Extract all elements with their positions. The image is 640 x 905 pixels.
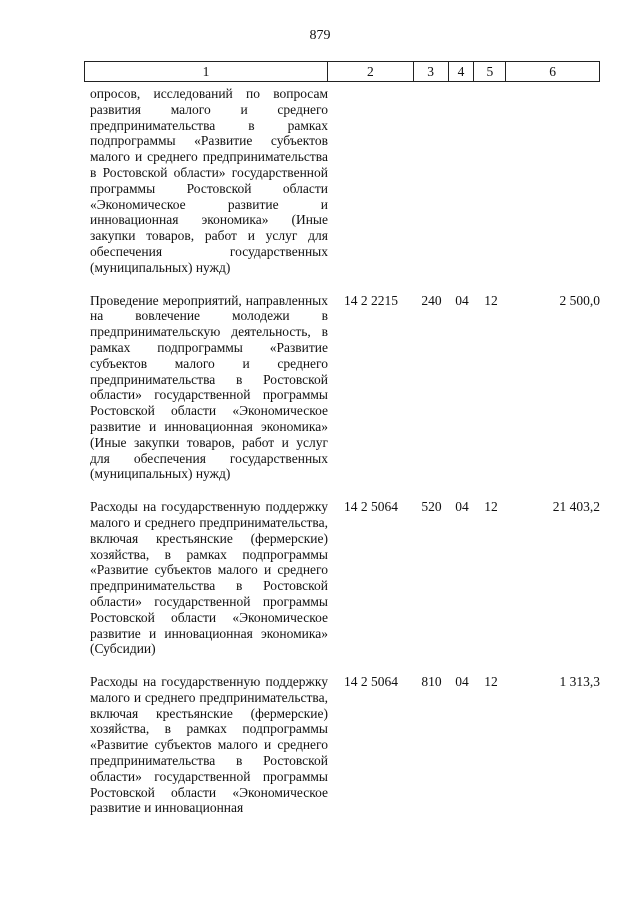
row-code: 14 2 2215 bbox=[344, 292, 398, 308]
header-col-5: 5 bbox=[474, 62, 506, 81]
row-expense-type: 810 bbox=[421, 674, 442, 690]
row-subsection: 12 bbox=[484, 674, 498, 690]
row-section: 04 bbox=[455, 292, 469, 308]
table-row bbox=[84, 499, 600, 657]
header-col-3: 3 bbox=[414, 62, 449, 81]
row-description: Расходы на государственную поддержку малого и среднего предпринимательства, включая крестьянские (фермерские) хозяйства, в рамках подпрограммы «Развитие субъектов малого и среднего предпринимательства в Ростовской области» государственной программы Ростовской области «Экономическое развитие и инновационная bbox=[90, 674, 328, 816]
row-description: Проведение мероприятий, направленных на вовлечение молодежи в предпринимательскую деятельность, в рамках подпрограммы «Развитие субъектов малого и среднего предпринимательства в Ростовской области» государственной программы Ростовской области «Экономическое развитие и инновационная экономика» (Иные закупки товаров, работ и услуг для обеспечения государственных (муниципальных) нужд) bbox=[90, 292, 328, 482]
page-number: 879 bbox=[309, 28, 331, 43]
row-subsection: 12 bbox=[484, 499, 498, 515]
row-amount: 2 500,0 bbox=[559, 292, 600, 308]
row-section: 04 bbox=[455, 499, 469, 515]
header-col-4: 4 bbox=[449, 62, 475, 81]
header-col-1: 1 bbox=[85, 62, 328, 81]
row-expense-type: 520 bbox=[421, 499, 442, 515]
table-header bbox=[84, 61, 600, 82]
row-description: Расходы на государственную поддержку малого и среднего предпринимательства, включая крестьянские (фермерские) хозяйства, в рамках подпрограммы «Развитие субъектов малого и среднего предпринимательства в Ростовской области» государственной программы Ростовской области «Экономическое развитие и инновационная экономика» (Субсидии) bbox=[90, 499, 328, 657]
header-col-6: 6 bbox=[549, 64, 557, 79]
header-col-2: 2 bbox=[328, 62, 414, 81]
row-section: 04 bbox=[455, 674, 469, 690]
row-subsection: 12 bbox=[484, 292, 498, 308]
row-amount: 21 403,2 bbox=[552, 499, 600, 515]
row-code: 14 2 5064 bbox=[344, 674, 398, 690]
table-row bbox=[84, 293, 600, 483]
row-code: 14 2 5064 bbox=[344, 499, 398, 515]
row-description: опросов, исследований по вопросам развития малого и среднего предпринимательства в рамках подпрограммы «Развитие субъектов малого и среднего предпринимательства в Ростовской области» государственной программы Ростовской области «Экономическое развитие и инновационная экономика» (Иные закупки товаров, работ и услуг для обеспечения государственных (муниципальных) нужд) bbox=[90, 86, 328, 275]
table-row bbox=[84, 674, 600, 816]
table-row bbox=[84, 86, 600, 276]
row-expense-type: 240 bbox=[421, 292, 442, 308]
row-amount: 1 313,3 bbox=[559, 674, 600, 690]
table-body bbox=[84, 86, 600, 833]
